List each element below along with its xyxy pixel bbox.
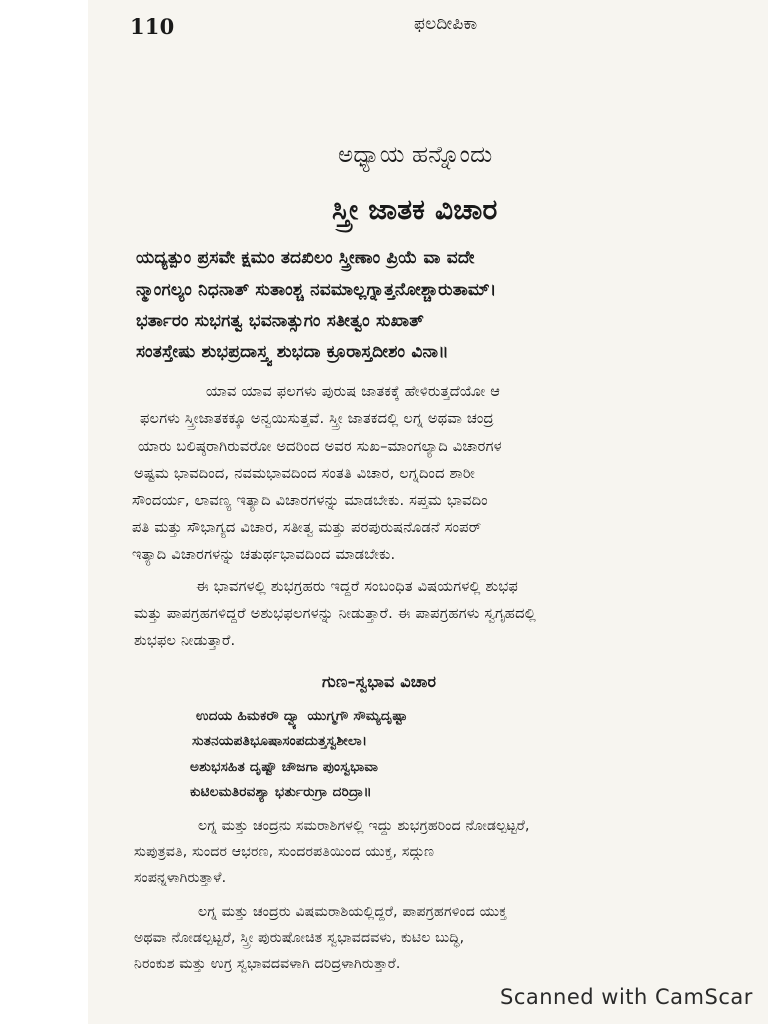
paragraph-line: ಇತ್ಯಾದಿ ವಿಚಾರಗಳನ್ನು ಚತುರ್ಥಭಾವದಿಂದ ಮಾಡಬೇಕು.	[132, 546, 396, 563]
paragraph-line: ಫಲಗಳು ಸ್ತ್ರೀಜಾತಕಕ್ಕೂ ಅನ್ವಯಿಸುತ್ತವೆ. ಸ್ತ್ರೀ ಜಾತಕದಲ್ಲಿ ಲಗ್ನ ಅಥವಾ ಚಂದ್ರ	[140, 410, 494, 427]
chapter-title: ಸ್ತ್ರೀ ಜಾತಕ ವಿಚಾರ	[332, 193, 498, 226]
verse-line: ನ್ಮಾಂಗಲ್ಯಂ ನಿಧನಾತ್ ಸುತಾಂಶ್ಚ ನವಮಾಲ್ಲಗ್ನಾತ್ತನೋಶ್ಚಾರುತಾಮ್।	[136, 280, 497, 300]
paragraph-line: ಲಗ್ನ ಮತ್ತು ಚಂದ್ರರು ವಿಷಮರಾಶಿಯಲ್ಲಿದ್ದರೆ, ಪಾಪಗ್ರಹಗಳಿಂದ ಯುಕ್ತ	[198, 904, 507, 920]
paragraph-line: ಈ ಭಾವಗಳಲ್ಲಿ ಶುಭಗ್ರಹರು ಇದ್ದರೆ ಸಂಬಂಧಿತ ವಿಷಯಗಳಲ್ಲಿ ಶುಭಫ	[196, 578, 519, 595]
verse-line: ಅಶುಭಸಹಿತ ದೃಷ್ಟೌ ಚೌಜಗಾ ಪುಂಸ್ವಭಾವಾ	[190, 759, 379, 775]
verse-line: ಸಂತಸ್ತೇಷು ಶುಭಪ್ರದಾಸ್ತ್ವ ಶುಭದಾ ಕ್ರೂರಾಸ್ತದೀಶಂ ವಿನಾ॥	[136, 342, 449, 362]
paragraph-line: ಲಗ್ನ ಮತ್ತು ಚಂದ್ರನು ಸಮರಾಶಿಗಳಲ್ಲಿ ಇದ್ದು ಶುಭಗ್ರಹರಿಂದ ನೋಡಲ್ಪಟ್ಟರೆ,	[198, 818, 530, 834]
paragraph-line: ಪತಿ ಮತ್ತು ಸೌಭಾಗ್ಯದ ವಿಚಾರ, ಸತೀತ್ವ ಮತ್ತು ಪರಪುರುಷನೊಡನೆ ಸಂಪರ್	[132, 519, 482, 536]
verse-line: ಕುಟಿಲಮತಿರವಶ್ಯಾ ಭರ್ತುರುಗ್ರಾ ದರಿದ್ರಾ॥	[190, 784, 372, 800]
section-heading: ಗುಣ–ಸ್ವಭಾವ ವಿಚಾರ	[322, 672, 437, 691]
paragraph-line: ಸಂಪನ್ನಳಾಗಿರುತ್ತಾಳೆ.	[134, 870, 227, 886]
verse-line: ಸುತನಯಪತಿಭೂಷಾಸಂಪದುತ್ತಸ್ವಶೀಲಾ।	[192, 733, 368, 749]
verse-line: ಯದ್ಯತ್ಪುಂ ಪ್ರಸವೇ ಕ್ಷಮಂ ತದಖಿಲಂ ಸ್ತ್ರೀಣಾಂ ಪ್ರಿಯೆ ವಾ ವದೇ	[136, 248, 475, 268]
paragraph-line: ಅಥವಾ ನೋಡಲ್ಪಟ್ಟರೆ, ಸ್ತ್ರೀ ಪುರುಷೋಚಿತ ಸ್ವಭಾವದವಳು, ಕುಟಿಲ ಬುದ್ಧಿ,	[134, 930, 465, 946]
paragraph-line: ಮತ್ತು ಪಾಪಗ್ರಹಗಳಿದ್ದರೆ ಅಶುಭಫಲಗಳನ್ನು ನೀಡುತ್ತಾರೆ. ಈ ಪಾಪಗ್ರಹಗಳು ಸ್ವಗೃಹದಲ್ಲಿ	[134, 605, 536, 622]
running-title: ಫಲದೀಪಿಕಾ	[414, 14, 478, 34]
verse-line: ಭರ್ತಾರಂ ಸುಭಗತ್ವ ಭವನಾತ್ಸುಗಂ ಸತೀತ್ವಂ ಸುಖಾತ್	[136, 311, 424, 331]
paragraph-line: ಸುಪುತ್ರವತಿ, ಸುಂದರ ಆಭರಣ, ಸುಂದರಪತಿಯಿಂದ ಯುಕ್ತ, ಸದ್ಗುಣ	[134, 844, 435, 860]
chapter-number: ಅಧ್ಯಾಯ ಹನ್ನೊಂದು	[338, 142, 493, 168]
paragraph-line: ಶುಭಫಲ ನೀಡುತ್ತಾರೆ.	[134, 632, 236, 649]
page-number: 110	[130, 14, 175, 39]
paragraph-line: ಯಾರು ಬಲಿಷ್ಠರಾಗಿರುವರೋ ಅದರಿಂದ ಅವರ ಸುಖ–ಮಾಂಗಲ್ಯಾದಿ ವಿಚಾರಗಳ	[138, 438, 502, 455]
verse-line: ಉದಯ ಹಿಮಕರೌ ದ್ವ್ಯಾ ಯುಗ್ಮಗೌ ಸೌಮ್ಯದೃಷ್ಟಾ	[196, 708, 408, 724]
paragraph-line: ನಿರಂಕುಶ ಮತ್ತು ಉಗ್ರ ಸ್ವಭಾವದವಳಾಗಿ ದರಿದ್ರಳಾಗಿರುತ್ತಾರೆ.	[134, 956, 401, 972]
paragraph-line: ಯಾವ ಯಾವ ಫಲಗಳು ಪುರುಷ ಜಾತಕಕ್ಕೆ ಹೇಳಿರುತ್ತದೆಯೋ ಆ	[206, 383, 501, 400]
paragraph-line: ಸೌಂದರ್ಯ, ಲಾವಣ್ಯ ಇತ್ಯಾದಿ ವಿಚಾರಗಳನ್ನು ಮಾಡಬೇಕು. ಸಪ್ತಮ ಭಾವದಿಂ	[132, 492, 488, 509]
scanner-watermark: Scanned with CamScar	[500, 985, 753, 1009]
paragraph-line: ಅಷ್ಟಮ ಭಾವದಿಂದ, ನವಮಭಾವದಿಂದ ಸಂತತಿ ವಿಚಾರ, ಲಗ್ನದಿಂದ ಶಾರೀ	[134, 465, 475, 482]
